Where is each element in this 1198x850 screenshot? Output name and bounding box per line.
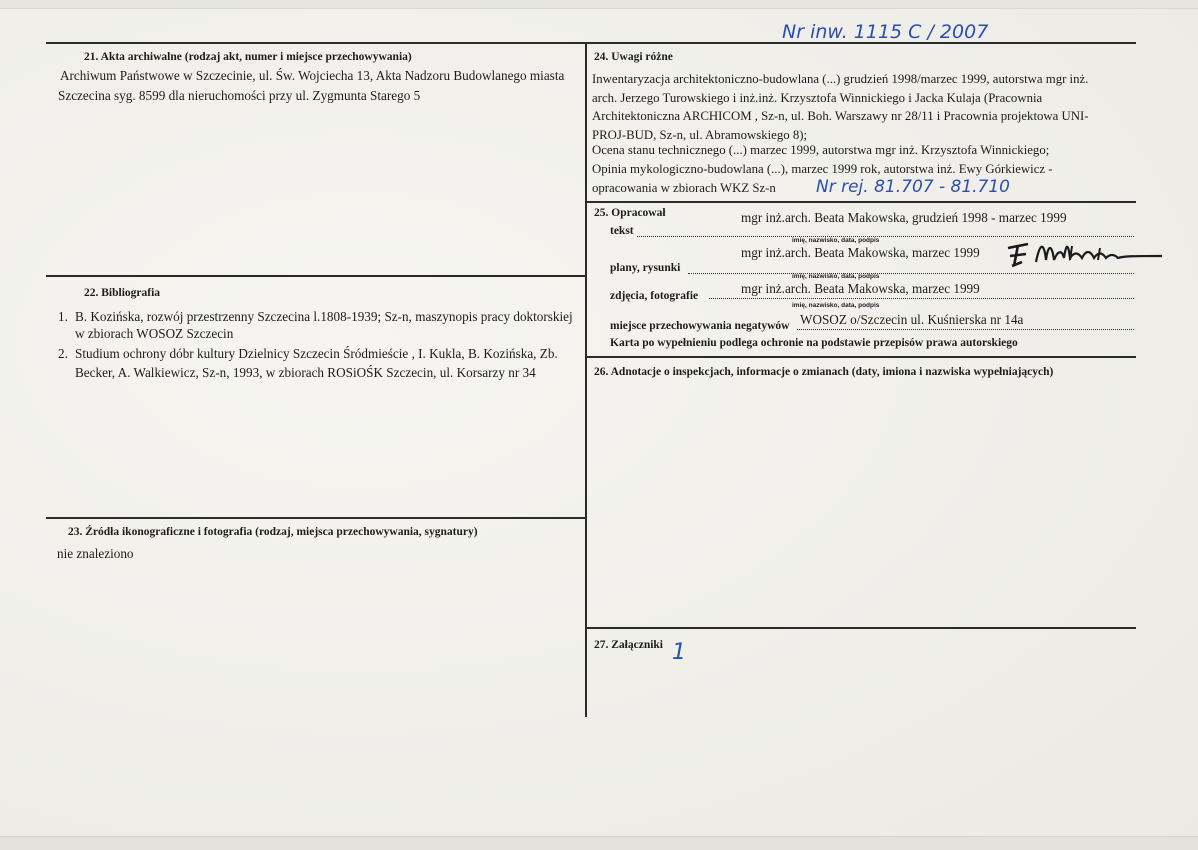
signature-image <box>1000 236 1170 272</box>
section23-text: nie znaleziono <box>57 546 134 561</box>
text-label: tekst <box>610 225 634 237</box>
scan-bottom-edge <box>0 836 1198 850</box>
divider-26-27 <box>586 627 1136 629</box>
divider-22-23 <box>46 517 586 519</box>
divider-21-22 <box>46 275 586 277</box>
scan-top-edge <box>0 0 1198 9</box>
section24-header: 24. Uwagi różne <box>594 51 673 63</box>
section24-line: Ocena stanu technicznego (...) marzec 1999, autorstwa mgr inż. Krzysztofa Winnickiego; <box>592 143 1050 158</box>
field-caption: imię, nazwisko, data, podpis <box>792 237 880 244</box>
section24-line: opracowania w zbiorach WKZ Sz-n <box>592 180 776 195</box>
dotted-line <box>688 273 1134 274</box>
section24-line: Inwentaryzacja architektoniczno-budowlana (...) grudzień 1998/marzec 1999, autorstwa mgr inż. <box>592 72 1089 86</box>
bibliography-item <box>58 344 573 364</box>
bibliography-item-line: Becker, A. Walkiewicz, Sz-n, 1993, w zbiorach ROSiOŚK Szczecin, ul. Korsarzy nr 34 <box>75 365 536 380</box>
section22-header: 22. Bibliografia <box>84 287 161 299</box>
negatives-label: miejsce przechowywania negatywów <box>610 320 790 332</box>
copyright-notice: Karta po wypełnieniu podlega ochronie na podstawie przepisów prawa autorskiego <box>610 337 1018 349</box>
handwritten-register-number: Nr rej. 81.707 - 81.710 <box>816 177 1010 197</box>
dotted-line <box>709 298 1134 299</box>
bibliography-item-line: Studium ochrony dóbr kultury Dzielnicy Szczecin Śródmieście , I. Kukla, B. Kozińska, Zb. <box>75 346 558 361</box>
divider-24-25 <box>586 201 1136 203</box>
plans-label: plany, rysunki <box>610 262 681 274</box>
bibliography-item-number: 2. <box>58 346 68 361</box>
section25-header: 25. Opracował <box>594 207 666 219</box>
section21-line: Szczecina syg. 8599 dla nieruchomości przy ul. Zygmunta Starego 5 <box>58 88 421 103</box>
dotted-line <box>797 329 1134 330</box>
section21-header: 21. Akta archiwalne (rodzaj akt, numer i miejsce przechowywania) <box>84 51 412 63</box>
field-caption: imię, nazwisko, data, podpis <box>792 273 880 280</box>
section24-line: Opinia mykologiczno-budowlana (...), marzec 1999 rok, autorstwa inż. Ewy Górkiewicz - <box>592 161 1053 176</box>
divider-25-26 <box>586 356 1136 358</box>
negatives-location-value: WOSOZ o/Szczecin ul. Kuśnierska nr 14a <box>800 312 1024 327</box>
author-plans-value: mgr inż.arch. Beata Makowska, marzec 1999 <box>741 245 980 260</box>
field-caption: imię, nazwisko, data, podpis <box>792 302 880 309</box>
section23-header: 23. Źródła ikonograficzne i fotografia (rodzaj, miejsca przechowywania, sygnatury) <box>68 526 478 538</box>
photos-label: zdjęcia, fotografie <box>610 290 699 302</box>
bibliography-item-line: B. Kozińska, rozwój przestrzenny Szczecina l.1808-1939; Sz-n, maszynopis pracy doktorskiej <box>75 309 573 324</box>
author-text-value: mgr inż.arch. Beata Makowska, grudzień 1998 - marzec 1999 <box>741 210 1067 225</box>
section27-header: 27. Załączniki <box>594 639 664 651</box>
section24-line: Architektoniczna ARCHICOM , Sz-n, ul. Boh. Warszawy nr 28/11 i Pracownia projektowa UNI- <box>592 109 1089 124</box>
section21-body <box>58 66 564 106</box>
section24-line: PROJ-BUD, Sz-n, ul. Abramowskiego 8); <box>592 127 808 142</box>
handwritten-attachments-count: 1 <box>672 640 686 665</box>
section22-bibliography-list <box>58 307 573 383</box>
section21-line: Archiwum Państwowe w Szczecinie, ul. Św. Wojciecha 13, Akta Nadzoru Budowlanego miasta <box>60 68 565 83</box>
bibliography-item-line: w zbiorach WOSOZ Szczecin <box>75 326 234 341</box>
handwritten-inventory-number: Nr inw. 1115 C / 2007 <box>782 21 989 43</box>
author-photos-value: mgr inż.arch. Beata Makowska, marzec 1999 <box>741 281 980 296</box>
section24-line: arch. Jerzego Turowskiego i inż.inż. Krzysztofa Winnickiego i Jacka Kulaja (Pracownia <box>592 90 1043 105</box>
section26-header: 26. Adnotacje o inspekcjach, informacje o zmianach (daty, imiona i nazwiska wypełniających) <box>594 366 1054 378</box>
bibliography-item-number: 1. <box>58 309 68 324</box>
center-divider <box>585 42 587 717</box>
